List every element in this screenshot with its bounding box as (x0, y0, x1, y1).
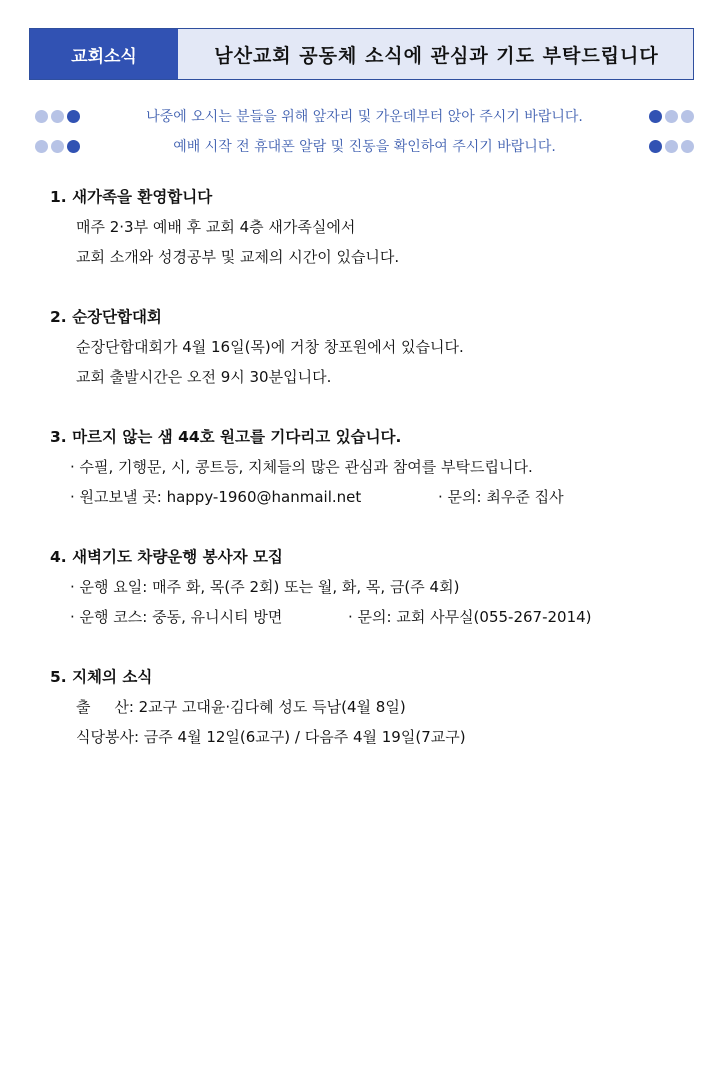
section-title: 4. 새벽기도 차량운행 봉사자 모집 (50, 548, 283, 566)
dot-icon (67, 110, 80, 123)
section-title: 1. 새가족을 환영합니다 (50, 188, 213, 206)
section-driver-recruit (50, 542, 710, 632)
bullet-row (50, 482, 710, 512)
bullet-text: · 운행 요일: 매주 화, 목(주 2회) 또는 월, 화, 목, 금(주 4회) (70, 578, 460, 596)
section-text: 매주 2·3부 예배 후 교회 4층 새가족실에서 (76, 218, 356, 236)
notice-text: 예배 시작 전 휴대폰 알람 및 진동을 확인하여 주시기 바랍니다. (173, 139, 556, 155)
dot-icon (665, 140, 678, 153)
contact-text: · 문의: 최우준 집사 (438, 488, 564, 506)
dots-left-icon (35, 110, 80, 123)
dot-icon (681, 140, 694, 153)
dot-icon (35, 110, 48, 123)
dot-icon (35, 140, 48, 153)
section-text: 출 산: 2교구 고대윤·김다혜 성도 득남(4월 8일) (76, 698, 406, 716)
section-text: 순장단합대회가 4월 16일(목)에 거창 창포원에서 있습니다. (76, 338, 464, 356)
notice-row-2 (35, 137, 694, 159)
dot-icon (51, 110, 64, 123)
dot-icon (681, 110, 694, 123)
dot-icon (665, 110, 678, 123)
dots-right-icon (649, 140, 694, 153)
section-text: 식당봉사: 금주 4월 12일(6교구) / 다음주 4월 19일(7교구) (76, 728, 466, 746)
section-text: 교회 소개와 성경공부 및 교제의 시간이 있습니다. (76, 248, 400, 266)
contact-text: · 문의: 교회 사무실(055-267-2014) (348, 608, 592, 626)
dot-icon (67, 140, 80, 153)
dots-left-icon (35, 140, 80, 153)
section-manuscript-call (50, 422, 710, 512)
section-member-news (50, 662, 710, 752)
news-content (50, 182, 710, 782)
section-title: 5. 지체의 소식 (50, 668, 153, 686)
dots-right-icon (649, 110, 694, 123)
dot-icon (649, 140, 662, 153)
page-title: 남산교회 공동체 소식에 관심과 기도 부탁드립니다 (214, 44, 659, 67)
notice-text: 나중에 오시는 분들을 위해 앞자리 및 가운데부터 앉아 주시기 바랍니다. (146, 109, 583, 125)
dot-icon (649, 110, 662, 123)
notice-row-1 (35, 107, 694, 129)
bullet-text: · 원고보낼 곳: happy-1960@hanmail.net (70, 488, 362, 506)
dot-icon (51, 140, 64, 153)
section-text: 교회 출발시간은 오전 9시 30분입니다. (76, 368, 332, 386)
section-tag: 교회소식 (30, 29, 178, 79)
bullet-text: · 운행 코스: 중동, 유니시티 방면 (70, 608, 283, 626)
section-new-family (50, 182, 710, 272)
section-title: 3. 마르지 않는 샘 44호 원고를 기다리고 있습니다. (50, 428, 402, 446)
bullet-row (50, 602, 710, 632)
section-leaders-rally (50, 302, 710, 392)
header-banner (29, 28, 694, 80)
section-title: 2. 순장단합대회 (50, 308, 162, 326)
bullet-text: · 수필, 기행문, 시, 콩트등, 지체들의 많은 관심과 참여를 부탁드립니다. (70, 458, 533, 476)
